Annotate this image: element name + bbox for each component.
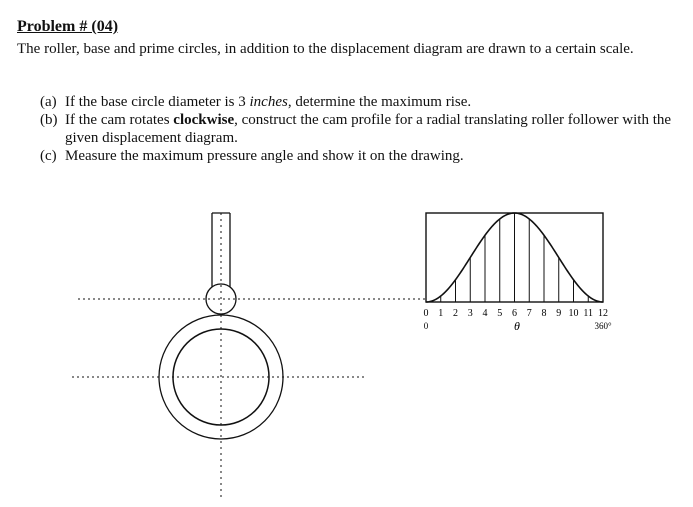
problem-title: Problem # (04) xyxy=(17,18,119,35)
angle-start-label: 0 xyxy=(423,321,429,331)
part-a-seg-1: If the base circle diameter is 3 xyxy=(65,94,250,110)
station-label: 1 xyxy=(438,308,444,319)
part-a-seg-2: inches xyxy=(249,94,288,110)
station-label: 2 xyxy=(453,308,458,319)
station-label: 11 xyxy=(583,308,594,319)
station-label: 9 xyxy=(556,308,562,319)
part-a-seg-3: , determine the maximum rise. xyxy=(287,94,472,110)
displacement-diagram xyxy=(424,213,612,333)
station-label: 4 xyxy=(482,308,488,319)
station-label: 0 xyxy=(423,308,429,319)
station-label: 6 xyxy=(512,308,517,319)
part-b-seg-3: , construct the cam profile for a radial translating roller follower with the given displacement diagram. xyxy=(65,112,672,146)
station-label: 7 xyxy=(526,308,532,319)
part-c-label: (c) xyxy=(40,148,57,164)
part-b-label: (b) xyxy=(40,112,58,128)
station-label: 8 xyxy=(541,308,547,319)
angle-end-label: 360° xyxy=(594,321,612,331)
station-label: 3 xyxy=(467,308,473,319)
station-lines xyxy=(441,213,589,302)
part-a-label: (a) xyxy=(40,94,57,110)
problem-intro: The roller, base and prime circles, in addition to the displacement diagram are drawn to a certain scale. xyxy=(17,41,634,57)
part-c-seg-1: Measure the maximum pressure angle and show it on the drawing. xyxy=(65,148,464,164)
cam-drawing xyxy=(72,213,426,500)
part-b-seg-2: clockwise xyxy=(173,112,235,128)
station-labels xyxy=(424,308,609,319)
station-label: 10 xyxy=(568,308,579,319)
angle-symbol: θ xyxy=(514,319,520,333)
part-b-seg-1: If the cam rotates xyxy=(65,112,174,128)
station-label: 12 xyxy=(598,308,608,319)
station-label: 5 xyxy=(497,308,503,319)
